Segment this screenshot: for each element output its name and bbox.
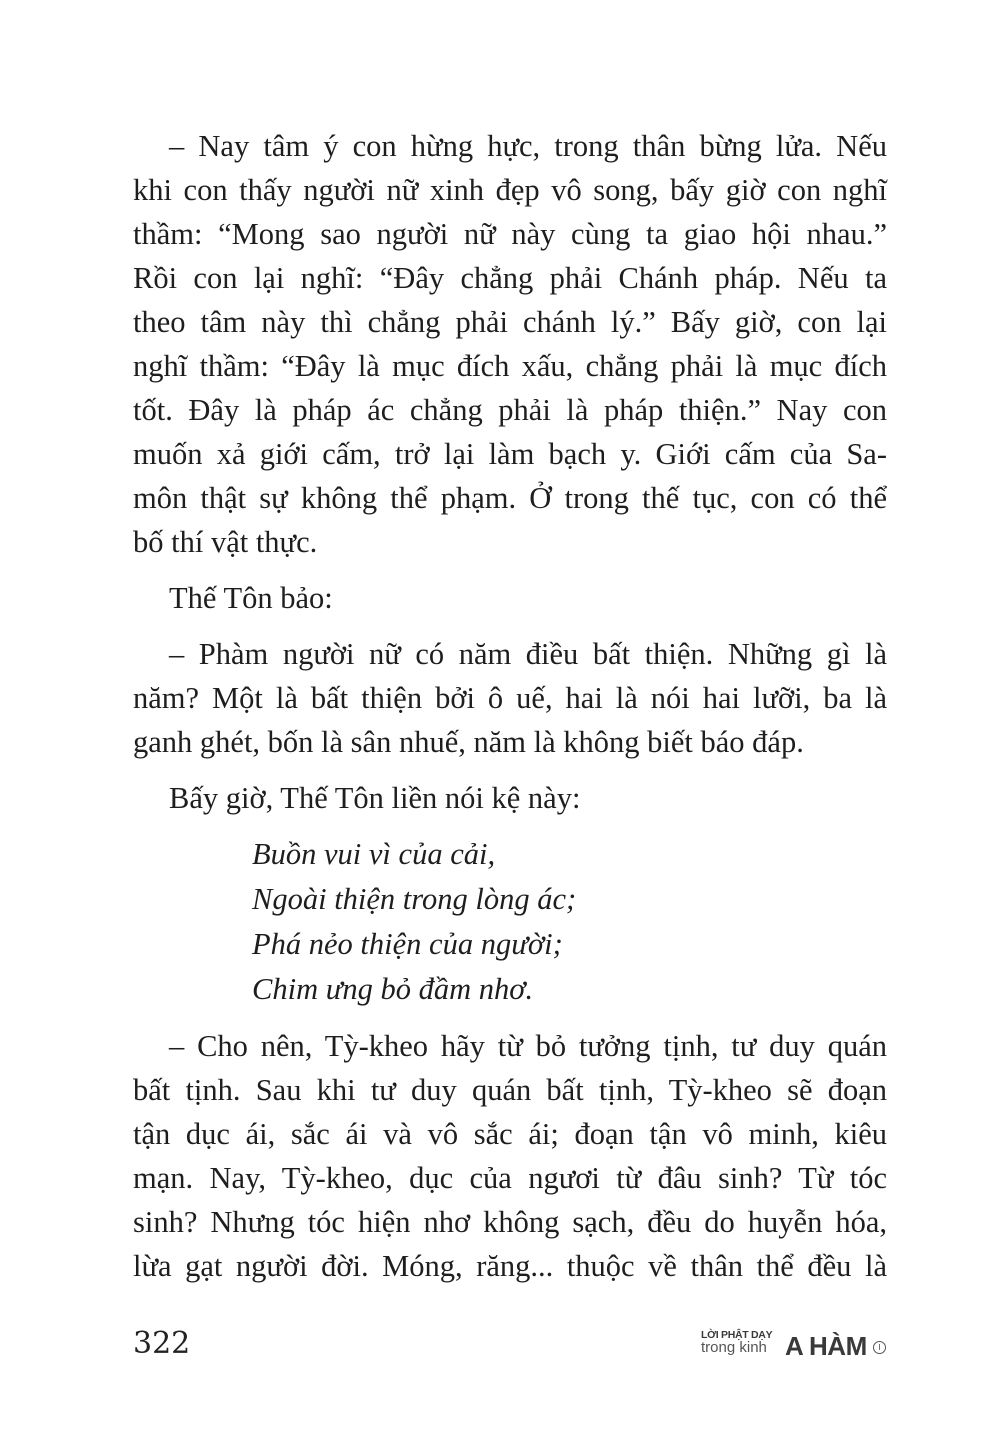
text-line: môn thật sự không thể phạm. Ở trong thế tục, con có thể	[133, 481, 887, 515]
text-line: Bấy giờ, Thế Tôn liền nói kệ này:	[169, 781, 581, 815]
text-line: thầm: “Mong sao người nữ này cùng ta giao hội nhau.”	[133, 217, 887, 251]
text-line: nghĩ thầm: “Đây là mục đích xấu, chẳng phải là mục đích	[133, 349, 887, 383]
running-title	[701, 1329, 891, 1363]
text-line: mạn. Nay, Tỳ-kheo, dục của ngươi từ đâu sinh? Từ tóc	[133, 1161, 887, 1195]
text-line: bố thí vật thực.	[133, 525, 318, 559]
paragraph-3	[133, 632, 887, 764]
paragraph-1	[133, 124, 887, 564]
verse-line: Chim ưng bỏ đầm nhơ.	[252, 972, 534, 1006]
running-title-line2: trong kinh	[701, 1339, 767, 1356]
text-line: – Cho nên, Tỳ-kheo hãy từ bỏ tưởng tịnh, tư duy quán	[169, 1029, 887, 1063]
text-line: lừa gạt người đời. Móng, răng... thuộc về thân thể đều là	[133, 1249, 887, 1283]
verse-line: Phá nẻo thiện của người;	[252, 927, 563, 961]
text-line: tốt. Đây là pháp ác chẳng phải là pháp thiện.” Nay con	[133, 393, 887, 427]
verse-line: Buồn vui vì của cải,	[252, 837, 496, 871]
text-line: – Nay tâm ý con hừng hực, trong thân bừng lửa. Nếu	[169, 129, 887, 163]
text-line: sinh? Nhưng tóc hiện nhơ không sạch, đều do huyễn hóa,	[133, 1205, 887, 1239]
body-text	[133, 124, 887, 1288]
paragraph-4	[133, 776, 887, 820]
volume-badge: I	[873, 1341, 886, 1354]
paragraph-5	[133, 1024, 887, 1288]
text-line: ganh ghét, bốn là sân nhuế, năm là không biết báo đáp.	[133, 725, 804, 759]
verse	[133, 832, 887, 1012]
text-line: Thế Tôn bảo:	[169, 581, 333, 615]
text-line: năm? Một là bất thiện bởi ô uế, hai là nói hai lưỡi, ba là	[133, 681, 887, 715]
running-title-main: A HÀM	[785, 1331, 867, 1361]
running-title-line1: LỜI PHẬT DẠY	[701, 1329, 773, 1341]
verse-line: Ngoài thiện trong lòng ác;	[252, 882, 577, 916]
text-line: bất tịnh. Sau khi tư duy quán bất tịnh, Tỳ-kheo sẽ đoạn	[133, 1073, 887, 1107]
text-line: khi con thấy người nữ xinh đẹp vô song, bấy giờ con nghĩ	[133, 173, 887, 207]
text-line: theo tâm này thì chẳng phải chánh lý.” Bấy giờ, con lại	[133, 305, 887, 339]
text-line: tận dục ái, sắc ái và vô sắc ái; đoạn tận vô minh, kiêu	[133, 1117, 887, 1151]
text-line: muốn xả giới cấm, trở lại làm bạch y. Giới cấm của Sa-	[133, 437, 887, 471]
text-line: Rồi con lại nghĩ: “Đây chẳng phải Chánh pháp. Nếu ta	[133, 261, 887, 295]
text-line: – Phàm người nữ có năm điều bất thiện. Những gì là	[169, 637, 887, 671]
page-number: 322	[133, 1326, 191, 1361]
paragraph-2	[133, 576, 887, 620]
